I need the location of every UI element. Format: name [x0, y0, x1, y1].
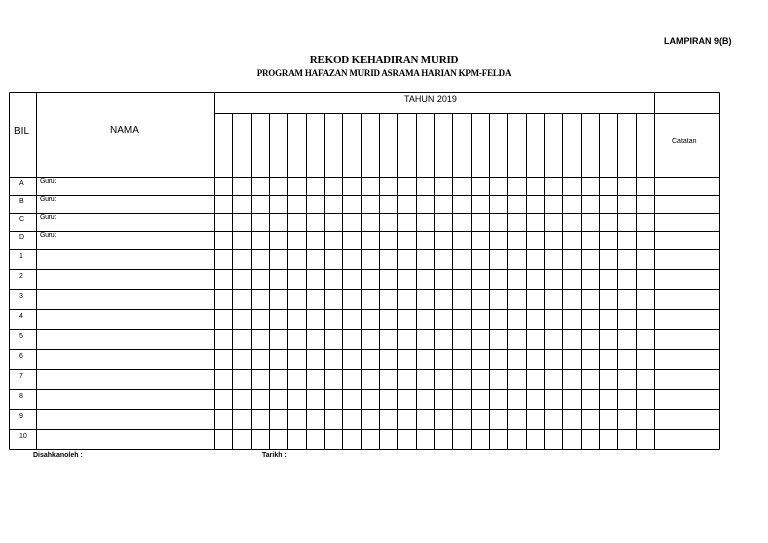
row-bil: 6 — [19, 353, 23, 360]
row-nama: Guru: — [40, 178, 57, 185]
row-nama: Guru: — [40, 232, 57, 239]
row-bil: 1 — [19, 253, 23, 260]
row-nama: Guru: — [40, 196, 57, 203]
disahkan-label: Disahkanoleh : — [33, 452, 83, 459]
header-tahun: TAHUN 2019 — [404, 94, 457, 104]
header-nama: NAMA — [110, 125, 139, 136]
header-catatan: Catatan — [672, 138, 697, 145]
row-bil: 2 — [19, 273, 23, 280]
row-bil: 4 — [19, 313, 23, 320]
row-bil: 3 — [19, 293, 23, 300]
row-bil: 7 — [19, 373, 23, 380]
row-bil: 5 — [19, 333, 23, 340]
tarikh-label: Tarikh : — [262, 452, 287, 459]
row-bil: 8 — [19, 393, 23, 400]
row-bil: A — [19, 180, 24, 187]
row-bil: C — [19, 216, 25, 223]
document-title: REKOD KEHADIRAN MURID — [309, 54, 459, 66]
document-subtitle: PROGRAM HAFAZAN MURID ASRAMA HARIAN KPM-FELDA — [256, 68, 512, 78]
lampiran-label: LAMPIRAN 9(B) — [664, 36, 732, 46]
row-bil: B — [19, 198, 24, 205]
header-bil: BIL — [14, 126, 30, 137]
row-bil: 9 — [19, 413, 23, 420]
row-nama: Guru: — [40, 214, 57, 221]
row-bil: D — [19, 234, 25, 241]
row-bil: 10 — [19, 433, 27, 440]
